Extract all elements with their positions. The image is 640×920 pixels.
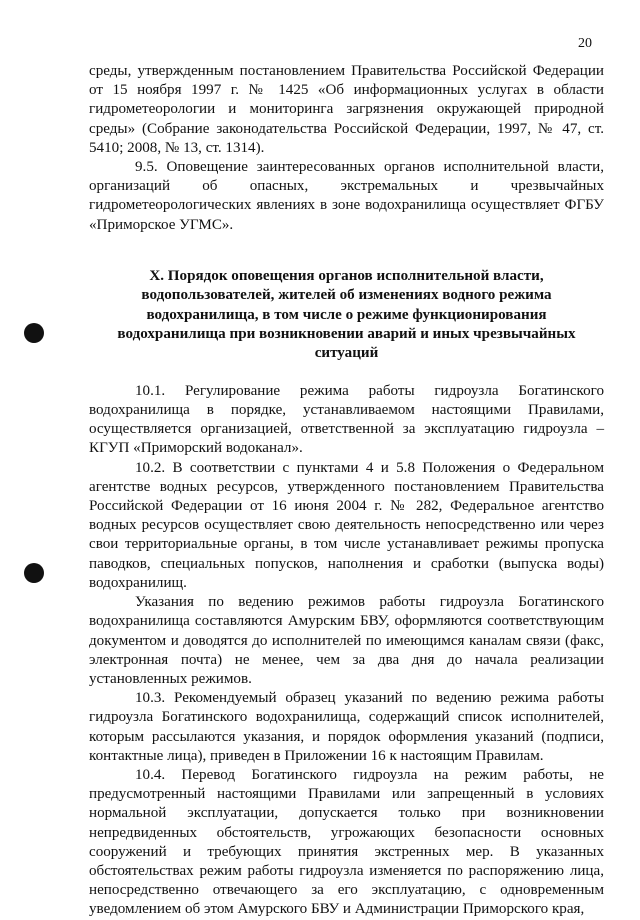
document-body bbox=[89, 62, 604, 920]
paragraph-10-4: 10.4. Перевод Богатинского гидроузла на режим работы, не предусмотренный настоящими Правилами или запрещенный в условиях нормальной эксплуатации, допускается только при возникновении непредвиденных обстоятельств, угрожающих безопасности основных сооружений и требующих принятия экстренных мер. В указанных обстоятельствах режим работы гидроузла изменяется по распоряжению лица, непосредственно отвечающего за его эксплуатацию, с одновременным уведомлением об этом Амурского БВУ и Администрации Приморского края, bbox=[89, 766, 604, 918]
paragraph-10-3: 10.3. Рекомендуемый образец указаний по ведению режима работы гидроузла Богатинского водохранилища, содержащий список исполнителей, которым рассылаются указания, и порядок оформления указаний (подписи, контактные лица), приведен в Приложении 16 к настоящим Правилам. bbox=[89, 690, 604, 764]
paragraph-instructions: Указания по ведению режимов работы гидроузла Богатинского водохранилища составляются Амурским БВУ, оформляются соответствующим документом и доводятся до исполнителей по имеющимся каналам связи (факс, электронная почта) не менее, чем за два дня до начала реализации установленных режимов. bbox=[89, 594, 604, 687]
section-heading: X. Порядок оповещения органов исполнительной власти, водопользователей, жителей об изменениях водного режима водохранилища, в том числе о режиме функционирования водохранилища при возникновении аварий и иных чрезвычайных ситуаций bbox=[117, 267, 576, 362]
punch-hole-upper bbox=[24, 323, 44, 343]
paragraph-10-2: 10.2. В соответствии с пунктами 4 и 5.8 Положения о Федеральном агентстве водных ресурсов, утвержденного постановлением Правительства Российской Федерации от 16 июня 2004 г. № 282, Федеральное агентство водных ресурсов осуществляет свою деятельность непосредственно или через свои территориальные органы, в том числе устанавливает режимы пропуска паводков, специальных попусков, наполнения и сработки (выпуска воды) водохранилищ. bbox=[89, 459, 604, 591]
punch-hole-lower bbox=[24, 563, 44, 583]
page-number: 20 bbox=[578, 36, 592, 51]
paragraph-continuation: среды, утвержденным постановлением Правительства Российской Федерации от 15 ноября 1997 г. № 1425 «Об информационных услугах в области гидрометеорологии и мониторинга загрязнения окружающей природной среды» (Собрание законодательства Российской Федерации, 1997, № 47, ст. 5410; 2008, № 13, ст. 1314). bbox=[89, 63, 604, 156]
paragraph-10-1: 10.1. Регулирование режима работы гидроузла Богатинского водохранилища в порядке, устанавливаемом настоящими Правилами, осуществляется организацией, ответственной за эксплуатацию гидроузла – КГУП «Приморский водоканал». bbox=[89, 382, 604, 457]
paragraph-9-5: 9.5. Оповещение заинтересованных органов исполнительной власти, организаций об опасных, экстремальных и чрезвычайных гидрометеорологических явлениях в зоне водохранилища осуществляет ФГБУ «Приморское УГМС». bbox=[89, 159, 604, 233]
